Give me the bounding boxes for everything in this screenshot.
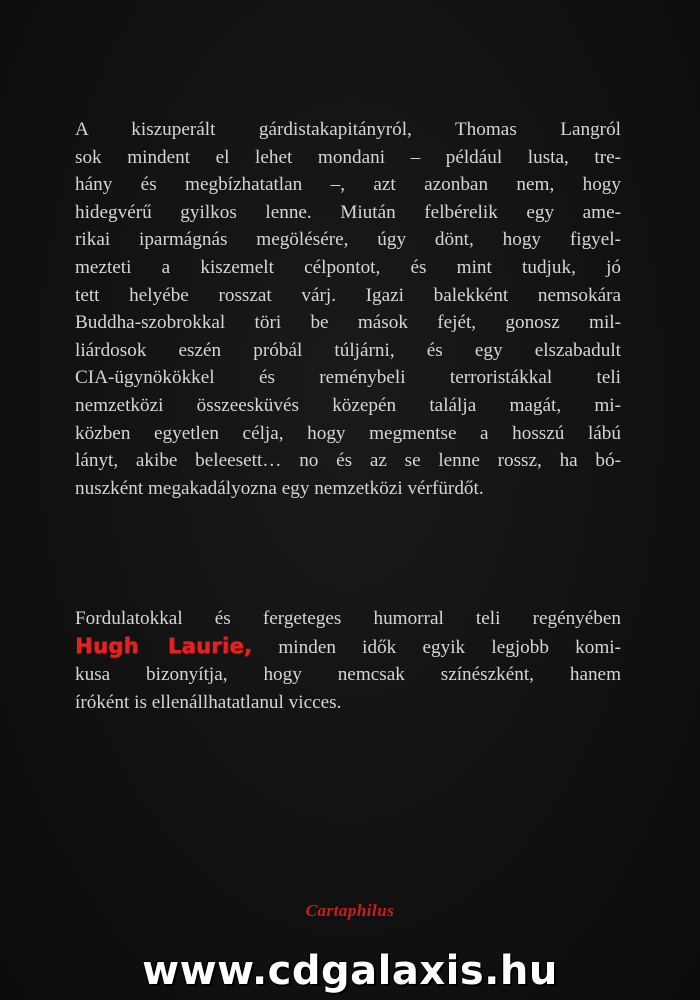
blurb-line: CIA-ügynökökkel és reménybeli terroristákkal teli (75, 367, 621, 389)
blurb-line: hidegvérű gyilkos lenne. Miután felbérelik egy ame- (75, 201, 621, 223)
blurb-line: tett helyébe rosszat várj. Igazi balekként nemsokára (75, 284, 621, 306)
blurb-line: Fordulatokkal és fergeteges humorral teli regényében (75, 608, 621, 629)
blurb-line: Buddha-szobrokkal töri be mások fejét, gonosz mil- (75, 312, 621, 334)
publisher-logo: Cartaphilus (305, 901, 395, 920)
blurb-line-rest: minden idők egyik legjobb komi- (252, 636, 621, 658)
blurb-line: liárdosok eszén próbál túljárni, és egy elszabadult (75, 339, 621, 361)
website-watermark: www.cdgalaxis.hu (142, 948, 558, 994)
blurb-line-with-author (75, 633, 621, 662)
blurb-line: kusa bizonyítja, hogy nemcsak színészként, hanem (75, 664, 621, 686)
blurb-line: nemzetközi összeesküvés közepén találja magát, mi- (75, 394, 621, 416)
blurb-line: sok mindent el lehet mondani – például lusta, tre- (75, 146, 621, 168)
blurb-line: A kiszuperált gárdistakapitányról, Thomas Langról (75, 119, 621, 140)
blurb-line: mezteti a kiszemelt célpontot, és mint tudjuk, jó (75, 256, 621, 278)
blurb-line: hány és megbízhatatlan –, azt azonban nem, hogy (75, 174, 621, 196)
blurb-line: íróként is ellenállhatatlanul vicces. (75, 691, 342, 713)
author-name: Hugh Laurie, (75, 633, 253, 658)
blurb-paragraph-author (75, 605, 621, 716)
blurb-paragraph-synopsis (75, 116, 621, 502)
blurb-line: nuszként megakadályozna egy nemzetközi vérfürdőt. (75, 477, 484, 499)
blurb-line: közben egyetlen célja, hogy megmentse a hosszú lábú (75, 422, 621, 444)
blurb-line: rikai iparmágnás megölésére, úgy dönt, hogy figyel- (75, 229, 621, 251)
blurb-line: lányt, akibe beleesett… no és az se lenne rossz, ha bó- (75, 450, 621, 472)
